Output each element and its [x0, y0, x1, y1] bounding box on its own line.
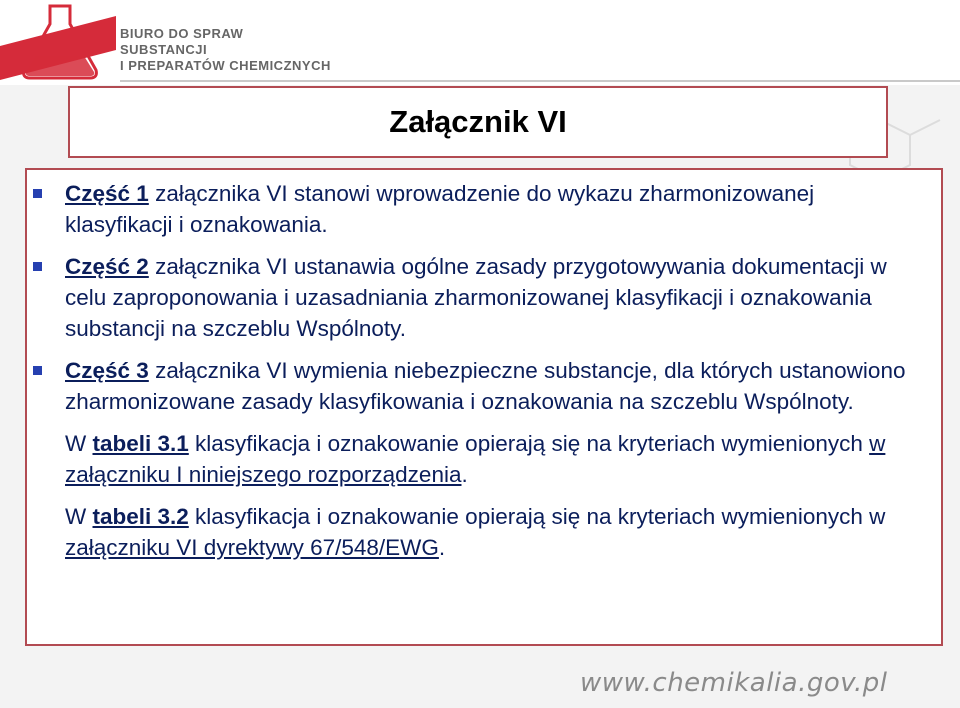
regulation-link[interactable]: w załączniku I niniejszego rozporządzenia	[65, 431, 886, 487]
org-line-1: BIURO DO SPRAW	[120, 26, 244, 41]
org-line-2: SUBSTANCJI	[120, 42, 208, 57]
table-prefix: W	[65, 504, 93, 529]
page-title: Załącznik VI	[389, 104, 567, 139]
footer-url: www.chemikalia.gov.pl	[580, 668, 888, 698]
header-bar	[0, 0, 960, 85]
list-item	[65, 251, 921, 344]
table-suffix: .	[438, 535, 446, 560]
list-item	[65, 178, 921, 240]
table-note	[65, 501, 921, 563]
table-text: klasyfikacja i oznakowanie opierają się na kryteriach wymienionych w	[188, 504, 886, 529]
table-label: tabeli 3.1	[92, 431, 189, 456]
item-text: załącznika VI wymienia niebezpieczne substancje, dla których ustanowiono zharmonizowane zasady klasyfikowania i oznakowania na szczeblu Wspólnoty.	[65, 358, 906, 414]
header-divider	[120, 80, 960, 82]
title-box	[68, 86, 888, 158]
table-note	[65, 428, 921, 490]
section-label: Część 2	[65, 254, 149, 279]
flask-flag-logo-icon	[0, 0, 120, 84]
section-label: Część 1	[65, 181, 149, 206]
table-label: tabeli 3.2	[92, 504, 189, 529]
item-text: załącznika VI ustanawia ogólne zasady przygotowywania dokumentacji w celu zaproponowania i uzasadniania zharmonizowanej klasyfikacji i oznakowania substancji na szczeblu Wspólnoty.	[65, 254, 887, 341]
org-line-3: I PREPARATÓW CHEMICZNYCH	[120, 58, 331, 73]
table-text: klasyfikacja i oznakowanie opierają się na kryteriach wymienionych	[188, 431, 870, 456]
directive-link[interactable]: załączniku VI dyrektywy 67/548/EWG	[65, 535, 439, 560]
org-name	[120, 26, 331, 74]
content-box	[25, 168, 943, 646]
list-item	[65, 355, 921, 417]
item-text: załącznika VI stanowi wprowadzenie do wykazu zharmonizowanej klasyfikacji i oznakowania.	[65, 181, 815, 237]
section-label: Część 3	[65, 358, 149, 383]
table-prefix: W	[65, 431, 93, 456]
table-suffix: .	[461, 462, 468, 487]
